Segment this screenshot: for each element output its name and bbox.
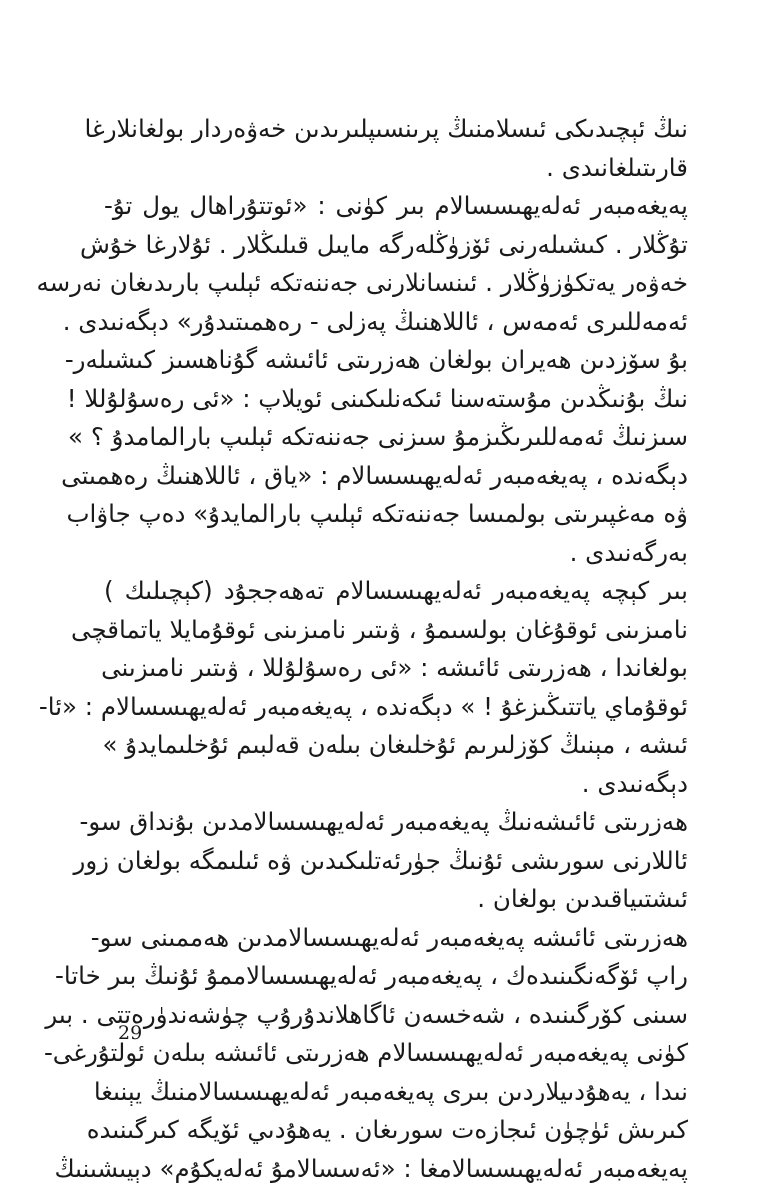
text-line: راپ ئۆگەنگىنىدەك ، پەيغەمبەر ئەلەيھىسسالاممۇ ئۇنىڭ بىر خاتا-: [104, 957, 688, 996]
text-line: ئوقۇماي ياتتىڭىزغۇ ! » دېگەندە ، پەيغەمبەر ئەلەيھىسسالام : «ئا-: [104, 688, 688, 727]
text-line: ئەمەللىرى ئەمەس ، ئاللاھنىڭ پەزلى - رەھمىتىدۇر» دېگەنىدى .: [104, 303, 688, 342]
text-line: نامىزىنى ئوقۇغان بولسىمۇ ، ۋىتىر نامىزىنى ئوقۇمايلا ياتماقچى: [104, 611, 688, 650]
page-number: 29: [118, 1022, 142, 1044]
text-line: بولغاندا ، ھەزرىتى ئائىشە : «ئى رەسۇلۇللا ، ۋىتىر نامىزىنى: [104, 649, 688, 688]
text-line: دېگەنىدى .: [104, 765, 688, 804]
text-line: بەرگەنىدى .: [104, 534, 688, 573]
text-line: ۋە مەغپىرىتى بولمىسا جەننەتكە ئېلىپ بارالمايدۇ» دەپ جاۋاب: [104, 495, 688, 534]
text-line: ھەزرىتى ئائىشەنىڭ پەيغەمبەر ئەلەيھىسسالامدىن بۇنداق سو-: [104, 803, 688, 842]
text-line: ئىشتىياقىدىن بولغان .: [104, 880, 688, 919]
text-line: بۇ سۆزدىن ھەيران بولغان ھەزرىتى ئائىشە گۇناھسىز كىشىلەر-: [104, 341, 688, 380]
text-line: قارىتىلغانىدى .: [104, 149, 688, 188]
text-line: تۇڭلار . كىشىلەرنى ئۆزۈڭلەرگە مايىل قىلىڭلار . ئۇلارغا خۇش: [104, 226, 688, 265]
text-line: كىرىش ئۈچۈن ئىجازەت سورىغان . يەھۇدىي ئۆيگە كىرگىنىدە: [104, 1111, 688, 1150]
text-line: پەيغەمبەر ئەلەيھىسسالام بىر كۈنى : «ئوتتۇراھال يول تۇ-: [104, 187, 688, 226]
text-line: بىر كېچە پەيغەمبەر ئەلەيھىسسالام تەھەججۇد (كېچىلىك ): [104, 572, 688, 611]
text-line: ئىشە ، مېنىڭ كۆزلىرىم ئۇخلىغان بىلەن قەلبىم ئۇخلىمايدۇ »: [104, 726, 688, 765]
text-line: ئاللارنى سورىشى ئۇنىڭ جۈرئەتلىكىدىن ۋە ئىلىمگە بولغان زور: [104, 842, 688, 881]
text-line: نىدا ، يەھۇدىيلاردىن بىرى پەيغەمبەر ئەلەيھىسسالامنىڭ يېنىغا: [104, 1073, 688, 1112]
text-line: نىڭ بۇنىڭدىن مۇستەسنا ئىكەنلىكىنى ئويلاپ : «ئى رەسۇلۇللا !: [104, 380, 688, 419]
text-line: دېگەندە ، پەيغەمبەر ئەلەيھىسسالام : «ياق ، ئاللاھنىڭ رەھمىتى: [104, 457, 688, 496]
text-line: كۈنى پەيغەمبەر ئەلەيھىسسالام ھەزرىتى ئائىشە بىلەن ئولتۇرغى-: [104, 1034, 688, 1073]
text-line: پەيغەمبەر ئەلەيھىسسالامغا : «ئەسسالامۇ ئەلەيكۇم» دېيىشىنىڭ: [104, 1150, 688, 1188]
text-line: سىنى كۆرگىنىدە ، شەخسەن ئاگاھلاندۇرۇپ چۈشەندۈرەتتى . بىر: [104, 996, 688, 1035]
body-text: [104, 110, 688, 1188]
text-line: نىڭ ئېچىدىكى ئىسلامنىڭ پرىنسىپلىرىدىن خەۋەردار بولغانلارغا: [104, 110, 688, 149]
text-line: ھەزرىتى ئائىشە پەيغەمبەر ئەلەيھىسسالامدىن ھەممىنى سو-: [104, 919, 688, 958]
text-line: سىزنىڭ ئەمەللىرىڭىزمۇ سىزنى جەننەتكە ئېلىپ بارالمامدۇ ؟ »: [104, 418, 688, 457]
text-line: خەۋەر يەتكۈزۈڭلار . ئىنسانلارنى جەننەتكە ئېلىپ بارىدىغان نەرسە: [104, 264, 688, 303]
